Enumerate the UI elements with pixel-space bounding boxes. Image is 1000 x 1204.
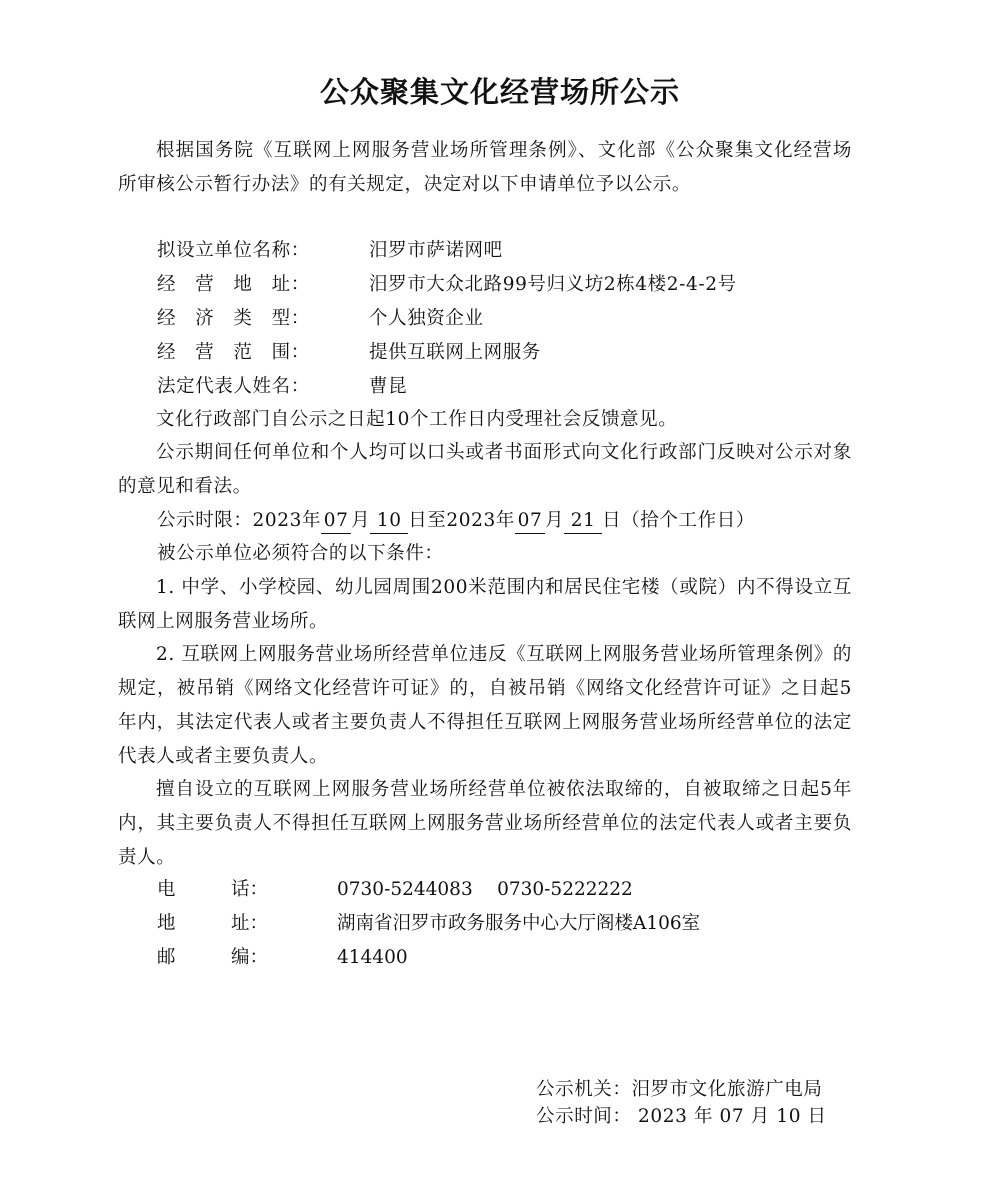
contact-label: 邮 编： xyxy=(157,947,269,968)
contact-label: 地 址： xyxy=(157,913,269,934)
intro-paragraph: 根据国务院《互联网上网服务营业场所管理条例》、文化部《公众聚集文化经营场所审核公示暂行办法》的有关规定，决定对以下申请单位予以公示。 xyxy=(118,140,852,195)
field-legal-rep xyxy=(157,370,407,404)
feedback-paragraph: 文化行政部门自公示之日起10个工作日内受理社会反馈意见。 xyxy=(156,409,678,430)
field-value: 汨罗市萨诺网吧 xyxy=(369,240,503,261)
period-start-day: 10 xyxy=(370,509,408,534)
contact-label: 电 话： xyxy=(157,879,269,900)
field-value: 提供互联网上网服务 xyxy=(369,342,541,363)
period-mid: 日至2023年 xyxy=(408,510,515,531)
period-start-month: 07 xyxy=(321,509,351,534)
field-address xyxy=(157,268,737,302)
period-line xyxy=(157,504,755,538)
condition-3: 擅自设立的互联网上网服务营业场所经营单位被依法取缔的，自被取缔之日起5年内，其主要负责人不得担任互联网上网服务营业场所经营单位的法定代表人或者主要负责人。 xyxy=(118,779,852,868)
condition-1: 1. 中学、小学校园、幼儿园周围200米范围内和居民住宅楼（或院）内不得设立互联网上网服务营业场所。 xyxy=(118,577,852,632)
field-economic-type xyxy=(157,302,484,336)
contact-phone xyxy=(157,873,633,907)
field-value: 曹昆 xyxy=(369,376,408,397)
period-month-unit: 月 xyxy=(351,510,371,531)
field-business-scope xyxy=(157,336,541,370)
contact-value: 0730-5244083 0730-5222222 xyxy=(337,879,633,900)
field-label: 法定代表人姓名： xyxy=(157,376,310,397)
contact-postcode xyxy=(157,941,408,975)
signature-date: 公示时间： 2023 年 07 月 10 日 xyxy=(536,1106,827,1127)
field-label: 经 营 地 址： xyxy=(157,274,310,295)
contact-value: 414400 xyxy=(337,947,408,968)
period-end-month: 07 xyxy=(515,509,545,534)
field-unit-name xyxy=(157,234,503,268)
conditions-heading: 被公示单位必须符合的以下条件： xyxy=(157,543,444,564)
field-value: 个人独资企业 xyxy=(369,308,484,329)
contact-address xyxy=(157,907,700,941)
signature-org: 公示机关：汨罗市文化旅游广电局 xyxy=(536,1079,823,1100)
period-month-unit: 月 xyxy=(545,510,565,531)
field-value: 汨罗市大众北路99号归义坊2栋4楼2-4-2号 xyxy=(369,274,737,295)
condition-2: 2. 互联网上网服务营业场所经营单位违反《互联网上网服务营业场所管理条例》的规定，被吊销《网络文化经营许可证》的，自被吊销《网络文化经营许可证》之日起5年内，其法定代表人或者主要负责人不得担任互联网上网服务营业场所经营单位的法定代表人或者主要负责人。 xyxy=(118,644,852,767)
period-prefix: 公示时限：2023年 xyxy=(157,510,322,531)
contact-value: 湖南省汨罗市政务服务中心大厅阁楼A106室 xyxy=(337,913,701,934)
period-end-day: 21 xyxy=(564,509,602,534)
page-title: 公众聚集文化经营场所公示 xyxy=(319,75,680,109)
field-label: 拟设立单位名称： xyxy=(157,240,310,261)
field-label: 经 营 范 围： xyxy=(157,342,310,363)
field-label: 经 济 类 型： xyxy=(157,308,310,329)
period-note-paragraph: 公示期间任何单位和个人均可以口头或者书面形式向文化行政部门反映对公示对象的意见和看法。 xyxy=(118,442,852,497)
period-suffix: 日（拾个工作日） xyxy=(602,510,755,531)
